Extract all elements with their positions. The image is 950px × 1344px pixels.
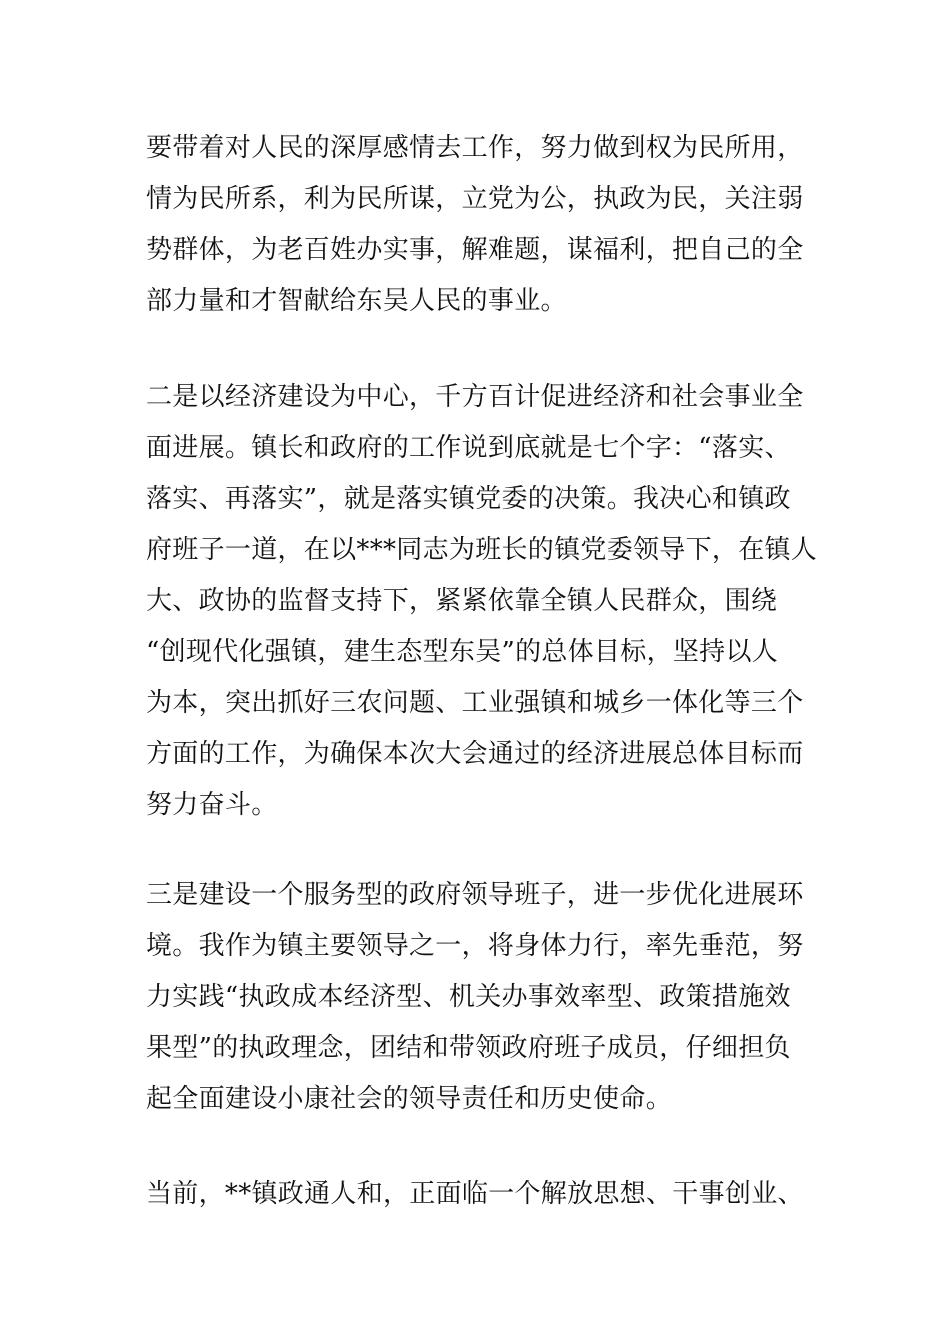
paragraph-4: [146, 1169, 811, 1220]
text-line: 境。我作为镇主要领导之一，将身体力行，率先垂范，努: [146, 931, 804, 961]
text-line: 力实践“执政成本经济型、机关办事效率型、政策措施效: [146, 982, 791, 1012]
text-line: 府班子一道，在以***同志为班长的镇党委领导下，在镇人: [146, 535, 818, 565]
text-line: 面进展。镇长和政府的工作说到底就是七个字：“落实、: [146, 433, 791, 463]
text-line: 势群体，为老百姓办实事，解难题，谋福利，把自己的全: [146, 235, 804, 265]
paragraph-3: [146, 870, 811, 1125]
text-line: 大、政协的监督支持下，紧紧依靠全镇人民群众，围绕: [146, 586, 778, 616]
text-line: 为本，突出抓好三农问题、工业强镇和城乡一体化等三个: [146, 688, 804, 718]
text-line: 当前，**镇政通人和，正面临一个解放思想、干事创业、: [146, 1179, 804, 1209]
text-line: 要带着对人民的深厚感情去工作，努力做到权为民所用，: [146, 133, 804, 163]
text-line: 落实、再落实”，就是落实镇党委的决策。我决心和镇政: [146, 484, 791, 514]
text-line: 情为民所系，利为民所谋，立党为公，执政为民，关注弱: [146, 184, 804, 214]
text-line: 果型”的执政理念，团结和带领政府班子成员，仔细担负: [146, 1033, 791, 1063]
paragraph-1: [146, 123, 811, 327]
text-line: 起全面建设小康社会的领导责任和历史使命。: [146, 1084, 673, 1114]
text-line: 部力量和才智献给东吴人民的事业。: [146, 286, 567, 316]
text-line: 方面的工作，为确保本次大会通过的经济进展总体目标而: [146, 739, 804, 769]
text-line: “创现代化强镇，建生态型东吴”的总体目标，坚持以人: [146, 637, 779, 667]
text-line: 二是以经济建设为中心，千方百计促进经济和社会事业全: [146, 382, 804, 412]
paragraph-2: [146, 372, 818, 831]
text-line: 努力奋斗。: [146, 790, 278, 820]
text-line: 三是建设一个服务型的政府领导班子，进一步优化进展环: [146, 880, 804, 910]
